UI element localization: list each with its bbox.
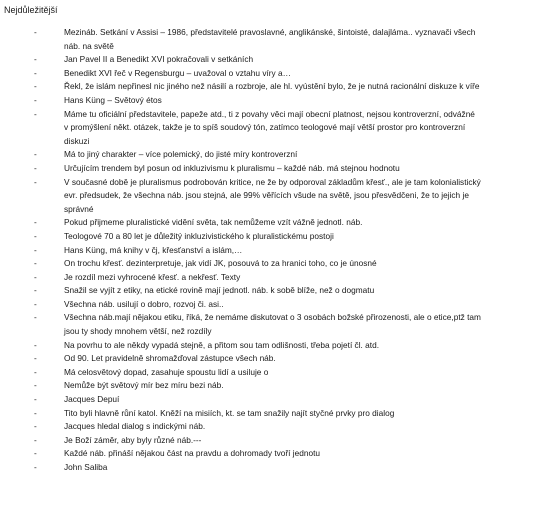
- list-item-text: V současné době je pluralismus podrobován kritice, ne že by odporoval základům křesť., ale je tam kolonialistický evr. předsudek, že všechna náb. jsou stejná, ale 99% věřících všude na světě, jsou přesvědčeni, že to jejich je správné: [64, 176, 481, 214]
- list-item-text: Hans Küng, má knihy v čj, křesťanství a islám,…: [64, 244, 243, 255]
- list-item-text: Hans Küng – Světový étos: [64, 94, 162, 105]
- list-item-text: Je Boží záměr, aby byly různé náb.---: [64, 434, 202, 445]
- list-item-text: Pokud přijmeme pluralistické vidění světa, tak nemůžeme vzít vážně jednotl. náb.: [64, 217, 363, 228]
- list-item-text: Má celosvětový dopad, zasahuje spoustu lidí a usiluje o: [64, 366, 269, 377]
- list-item-text: Snažil se vyjít z etiky, na etické rovině mají jednotl. náb. k sobě blíže, než o dogmatu: [64, 285, 375, 296]
- list-item: [34, 407, 526, 421]
- list-item: [34, 26, 526, 53]
- list-item: [34, 148, 526, 162]
- bullet-dash-icon: -: [34, 27, 37, 37]
- list-item: [34, 108, 526, 149]
- list-item-text: Každé náb. přináší nějakou část na pravdu a dohromady tvoří jednotu: [64, 448, 320, 459]
- bullet-dash-icon: -: [34, 380, 37, 391]
- bullet-dash-icon: -: [34, 407, 37, 418]
- list-item-text: Na povrhu to ale někdy vypadá stejně, a přitom sou tam odlišnosti, třeba pojetí čl. atd.: [64, 339, 379, 350]
- list-item: [34, 298, 526, 312]
- bullet-dash-icon: -: [34, 271, 37, 282]
- bullet-list: [34, 26, 526, 475]
- list-item: [34, 339, 526, 353]
- bullet-dash-icon: -: [34, 339, 37, 350]
- bullet-dash-icon: -: [34, 244, 37, 255]
- bullet-dash-icon: -: [34, 67, 37, 78]
- list-item-text: Je rozdíl mezi vyhrocené křesť. a nekřesť. Texty: [64, 271, 241, 282]
- bullet-dash-icon: -: [34, 366, 37, 377]
- bullet-dash-icon: -: [34, 394, 37, 405]
- list-item: [34, 393, 526, 407]
- list-item-text: John Saliba: [64, 462, 108, 472]
- list-item-text: Tito byli hlavně růní katol. Kněží na misiích, kt. se tam snažily najít styčné prvky pro dialog: [64, 407, 395, 418]
- list-item: [34, 176, 526, 217]
- list-item-text: Od 90. Let pravidelně shromažďoval zástupce všech náb.: [64, 353, 276, 364]
- list-item-text: Mezináb. Setkání v Assisi – 1986, představitelé pravoslavné, anglikánské, šintoisté, dalajláma.. vyznavači všech náb. na světě: [64, 27, 476, 51]
- list-item-text: Všechna náb. usilují o dobro, rozvoj či. asi..: [64, 298, 224, 309]
- list-item: [34, 271, 526, 285]
- list-item: [34, 447, 526, 461]
- bullet-dash-icon: -: [34, 448, 37, 459]
- bullet-dash-icon: -: [34, 108, 37, 119]
- bullet-dash-icon: -: [34, 421, 37, 432]
- bullet-dash-icon: -: [34, 230, 37, 241]
- list-item: [34, 379, 526, 393]
- bullet-dash-icon: -: [34, 149, 37, 160]
- bullet-dash-icon: -: [34, 258, 37, 269]
- list-item: [34, 352, 526, 366]
- list-item-text: Jacques Depuí: [64, 394, 120, 405]
- list-item-text: Máme tu oficiální představitele, papeže atd., ti z povahy věci mají obecní platnost, nejsou kontroverzní, odvážné v promýšlení někt. otázek, takže je to spíš soudový tón, zatímco teologové mají větší prostor pro kontroverzní diskuzi: [64, 108, 475, 146]
- list-item: [34, 244, 526, 258]
- bullet-dash-icon: -: [34, 434, 37, 445]
- list-item: [34, 53, 526, 67]
- list-item: [34, 230, 526, 244]
- list-item: [34, 67, 526, 81]
- document-title: Nejdůležitější: [4, 5, 58, 15]
- list-item-text: On trochu křesť. dezinterpretuje, jak vidí JK, posouvá to za hranici toho, co je únosné: [64, 258, 377, 269]
- bullet-dash-icon: -: [34, 54, 37, 65]
- list-item-text: Jacques hledal dialog s indickými náb.: [64, 421, 206, 432]
- bullet-dash-icon: -: [34, 217, 37, 228]
- list-item: [34, 461, 526, 475]
- list-item: [34, 434, 526, 448]
- list-item: [34, 216, 526, 230]
- bullet-dash-icon: -: [34, 162, 37, 173]
- bullet-dash-icon: -: [34, 462, 37, 472]
- list-item: [34, 366, 526, 380]
- list-item-text: Teologové 70 a 80 let je důležitý inkluzivistického k pluralistickému postoji: [64, 230, 334, 241]
- list-item: [34, 94, 526, 108]
- list-item-text: Nemůže být světový mír bez míru bezi náb.: [64, 380, 224, 391]
- bullet-dash-icon: -: [34, 81, 37, 92]
- list-item: [34, 257, 526, 271]
- list-item: [34, 284, 526, 298]
- bullet-dash-icon: -: [34, 298, 37, 309]
- list-item: [34, 311, 526, 338]
- list-item-text: Jan Pavel II a Benedikt XVI pokračovali v setkáních: [64, 54, 254, 65]
- bullet-dash-icon: -: [34, 353, 37, 364]
- list-item: [34, 162, 526, 176]
- list-item: [34, 420, 526, 434]
- bullet-dash-icon: -: [34, 94, 37, 105]
- list-item-text: Má to jiný charakter – více polemický, do jisté míry kontroverzní: [64, 149, 298, 160]
- list-item: [34, 80, 526, 94]
- bullet-dash-icon: -: [34, 285, 37, 296]
- bullet-dash-icon: -: [34, 176, 37, 187]
- list-item-text: Určujícím trendem byl posun od inkluzivismu k pluralismu – každé náb. má stejnou hodnotu: [64, 162, 400, 173]
- list-item-text: Řekl, že islám nepřinesl nic jiného než násilí a rozbroje, ale hl. vyústění bylo, že je nutná racionální diskuze k víře: [64, 81, 480, 92]
- bullet-dash-icon: -: [34, 312, 37, 323]
- list-item-text: Všechna náb.mají nějakou etiku, říká, že nemáme diskutovat o 3 osobách božské přirozenosti, ale o etice,ptž tam jsou ty shody mnohem větší, než rozdíly: [64, 312, 481, 337]
- list-item-text: Benedikt XVI řeč v Regensburgu – uvažoval o vztahu víry a…: [64, 67, 291, 78]
